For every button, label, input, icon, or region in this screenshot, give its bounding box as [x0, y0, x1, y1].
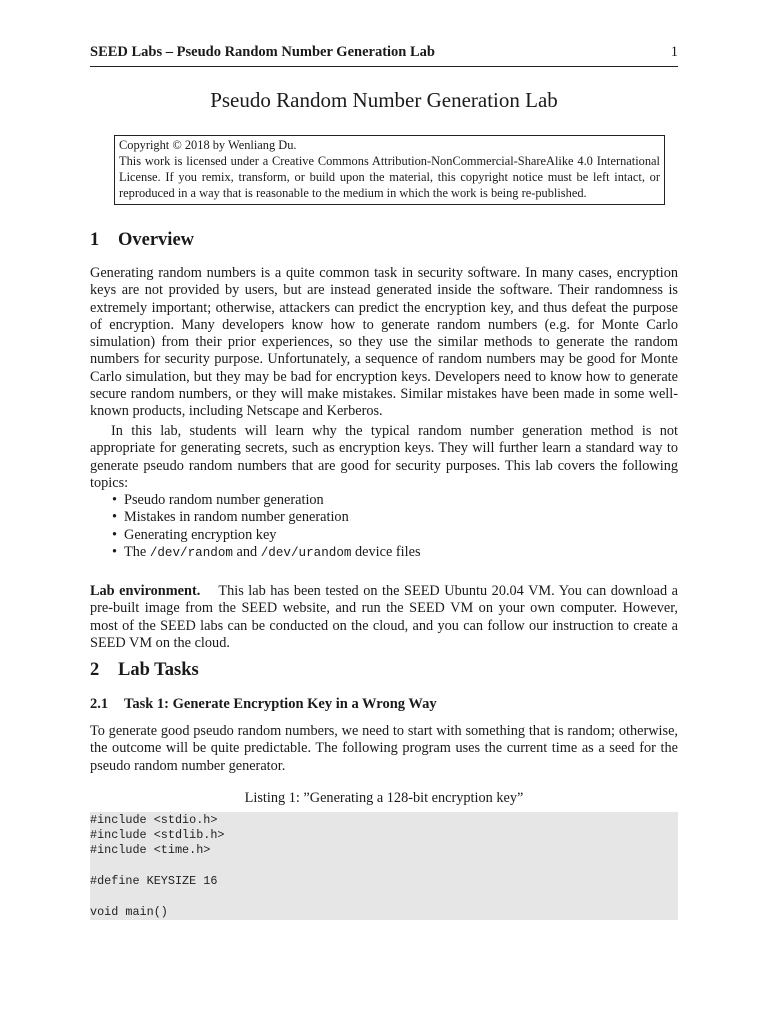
license-text: This work is licensed under a Creative Commons Attribution-NonCommercial-ShareAlike 4.0 International License. If you remix, transform, or build upon the material, this copyright notice must be left intact, or reproduced in a way that is reasonable to the medium in which the work is being re-published. [119, 154, 660, 200]
code-line: #include <stdlib.h> [90, 828, 225, 842]
section-number: 1 [90, 230, 100, 250]
list-item: • Pseudo random number generation [112, 492, 324, 508]
document-title: Pseudo Random Number Generation Lab [210, 88, 558, 112]
section-heading-overview [90, 230, 194, 251]
list-item: • Mistakes in random number generation [112, 509, 349, 526]
lab-environment-text: This lab has been tested on the SEED Ubuntu 20.04 VM. You can download a pre-built image from the SEED website, and run the SEED VM on your own computer. However, most of the SEED labs can be conducted on the cloud, and you can follow our instruction to create a SEED VM on the cloud. [90, 583, 678, 651]
subsection-heading-task1 [90, 696, 437, 713]
overview-paragraph-1: Generating random numbers is a quite common task in security software. In many cases, encryption keys are not provided by users, but are instead generated inside the software. Their randomness is extremely important; otherwise, attackers can predict the encryption key, and thus defeat the purpose of encryption. Many developers know how to generate random numbers (e.g. for Monte Carlo simulation) from their prior experiences, so they use the similar methods to generate the random numbers for security purpose. Unfortunately, a sequence of random numbers may be good for Monte Carlo simulation, but they may be bad for encryption keys. Developers need to know how to generate secure random numbers, or they will make mistakes. Similar mistakes have been made in some well-known products, including Netscape and Kerberos. [90, 265, 678, 420]
subsection-title: Task 1: Generate Encryption Key in a Wrong Way [124, 696, 437, 712]
list-item: • The /dev/random and /dev/urandom device files [112, 543, 421, 560]
section-heading-lab-tasks [90, 660, 199, 681]
overview-paragraph-2: In this lab, students will learn why the typical random number generation method is not appropriate for generating secrets, such as encryption keys. They will further learn a standard way to generate pseudo random numbers that are good for security purposes. This lab covers the following topics: [90, 423, 678, 491]
copyright-notice [114, 135, 665, 205]
running-title: SEED Labs – Pseudo Random Number Generation Lab [90, 44, 435, 60]
code-line: #include <stdio.h> [90, 813, 218, 827]
list-item: • Generating encryption key [112, 526, 277, 543]
section-number: 2 [90, 660, 100, 680]
lab-environment-label: Lab environment. [90, 583, 201, 599]
running-header [90, 44, 678, 67]
listing-caption: Listing 1: ”Generating a 128-bit encryption key” [244, 790, 524, 806]
code-listing [90, 812, 678, 920]
topics-list [112, 492, 421, 562]
code-line: #include <time.h> [90, 843, 211, 857]
lab-environment-paragraph [90, 583, 678, 652]
task1-paragraph: To generate good pseudo random numbers, we need to start with something that is random; otherwise, the outcome will be quite predictable. The following program uses the current time as a seed for the pseudo random number generator. [90, 723, 678, 774]
code-line: #define KEYSIZE 16 [90, 874, 218, 888]
code-dev-urandom: /dev/urandom [260, 545, 352, 560]
page-number: 1 [670, 44, 678, 60]
subsection-number: 2.1 [90, 696, 109, 712]
section-title: Lab Tasks [118, 660, 199, 680]
code-line: void main() [90, 905, 168, 919]
section-title: Overview [118, 230, 195, 250]
copyright-line: Copyright © 2018 by Wenliang Du. [119, 138, 297, 152]
code-dev-random: /dev/random [149, 545, 233, 560]
